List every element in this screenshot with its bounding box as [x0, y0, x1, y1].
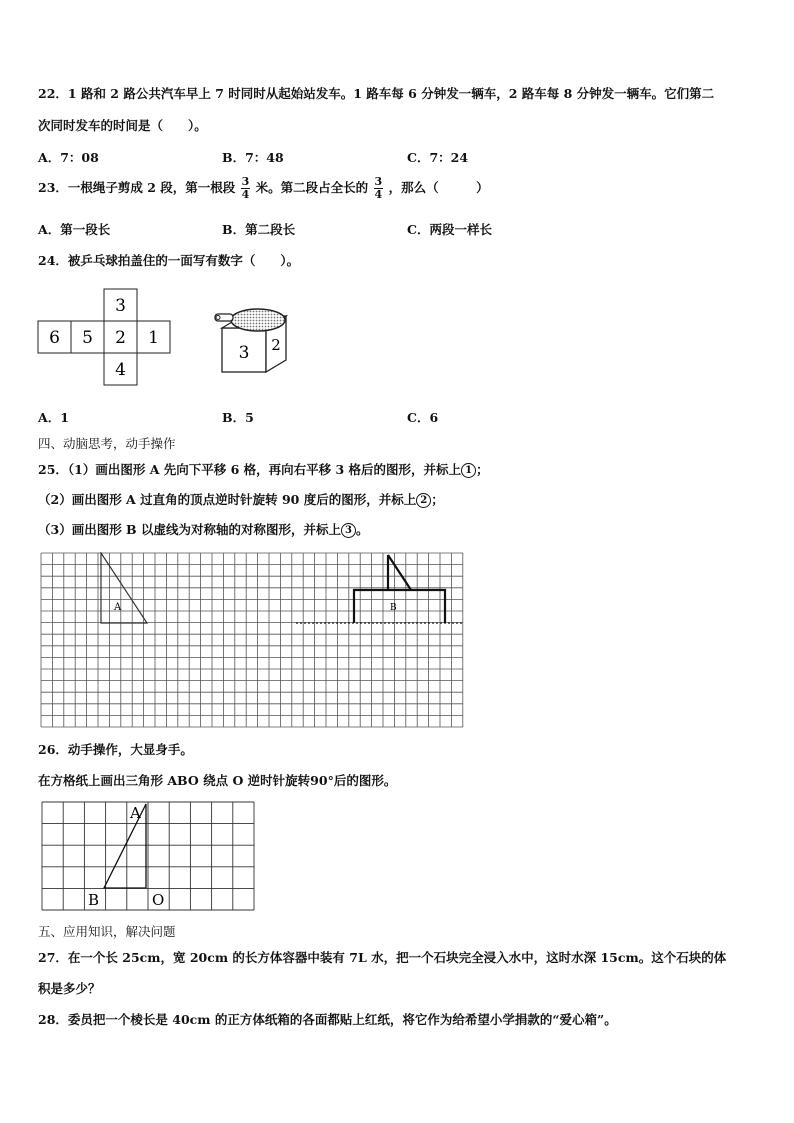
- q22-option-c: C．7：24: [407, 150, 469, 165]
- net-face-row-4: 1: [148, 328, 159, 348]
- q23-frac2-num: 3: [374, 175, 383, 188]
- q26-title: 26．动手操作，大显身手。: [38, 742, 193, 757]
- q22-option-b: B．7：48: [222, 150, 284, 165]
- q23-frac1-den: 4: [241, 188, 250, 201]
- q27-line1: 27．在一个长 25cm，宽 20cm 的长方体容器中装有 7L 水，把一个石块完全浸入水中，这时水深 15cm。这个石块的体: [38, 950, 727, 965]
- cube-face-side: 2: [271, 336, 281, 354]
- q25-part-1-text: 25．（1）画出图形 A 先向下平移 6 格，再向右平移 3 格后的图形，并标上: [38, 462, 462, 477]
- q23-fraction-2: [374, 176, 384, 201]
- q25-part-2-end: ；: [431, 492, 444, 507]
- q25-part-2: [38, 490, 444, 508]
- q22-line1: 22．1 路和 2 路公共汽车早上 7 时同时从起始站发车。1 路车每 6 分钟发一辆车，2 路车每 8 分钟发一辆车。它们第二: [38, 86, 715, 101]
- cube-face-front: 3: [238, 343, 250, 363]
- q23-option-c: C．两段一样长: [407, 222, 492, 237]
- q25-part-3-text: （3）画出图形 B 以虚线为对称轴的对称图形，并标上: [38, 522, 341, 537]
- q23-option-b: B．第二段长: [222, 222, 296, 237]
- circled-mark-3: 3: [341, 523, 356, 538]
- q25-part-1-end: ；: [476, 462, 489, 477]
- q23-frac1-num: 3: [241, 175, 250, 188]
- q23-option-a: A．第一段长: [38, 222, 111, 237]
- net-face-row-2: 5: [82, 328, 93, 348]
- vertex-b-label: B: [88, 891, 100, 909]
- net-face-row-1: 6: [49, 328, 60, 348]
- q25-part-2-text: （2）画出图形 A 过直角的顶点逆时针旋转 90 度后的图形，并标上: [38, 492, 417, 507]
- q23-line: [38, 176, 489, 201]
- circled-mark-1: 1: [461, 463, 476, 478]
- q26-grid: [41, 801, 255, 911]
- q23-text-post: ，那么（ ）: [388, 180, 489, 195]
- q25-part-3-end: 。: [355, 522, 369, 537]
- q24-option-b: B．5: [222, 410, 254, 425]
- q25-part-1: [38, 460, 489, 478]
- figure-b: [354, 590, 445, 623]
- net-face-row-3: 2: [115, 328, 126, 348]
- circled-mark-2: 2: [416, 493, 431, 508]
- q27-line2: 积是多少？: [38, 981, 101, 996]
- q23-frac2-den: 4: [374, 188, 383, 201]
- q24-option-c: C．6: [407, 410, 439, 425]
- vertex-o-label: O: [152, 891, 165, 909]
- q23-fraction-1: [241, 176, 251, 201]
- q24-cube-with-paddle: [210, 304, 290, 376]
- q22-option-a: A．7：08: [38, 150, 99, 165]
- net-face-bottom: 4: [115, 360, 126, 380]
- figure-b-label: B: [390, 603, 397, 613]
- q28-line1: 28．委员把一个棱长是 40cm 的正方体纸箱的各面都贴上红纸，将它作为给希望小学捐款的“爱心箱”。: [38, 1012, 617, 1027]
- figure-a-label: A: [114, 602, 122, 613]
- net-face-top: 3: [115, 296, 126, 316]
- section-4-heading: 四、动脑思考，动手操作: [38, 436, 176, 451]
- q22-line2: 次同时发车的时间是（ ）。: [38, 118, 207, 133]
- q24-cube-net: [36, 288, 178, 388]
- section-5-heading: 五、应用知识，解决问题: [38, 924, 176, 939]
- q25-part-3: [38, 520, 368, 538]
- q23-text-mid: 米。第二段占全长的: [255, 180, 369, 195]
- q24-option-a: A．1: [38, 410, 69, 425]
- q23-text-pre: 23．一根绳子剪成 2 段，第一根段: [38, 180, 236, 195]
- vertex-a-label: A: [130, 804, 141, 822]
- q24-text: 24．被乒乓球拍盖住的一面写有数字（ ）。: [38, 253, 300, 268]
- q25-grid: [40, 552, 466, 728]
- q26-text: 在方格纸上画出三角形 ABO 绕点 O 逆时针旋转90°后的图形。: [38, 773, 397, 788]
